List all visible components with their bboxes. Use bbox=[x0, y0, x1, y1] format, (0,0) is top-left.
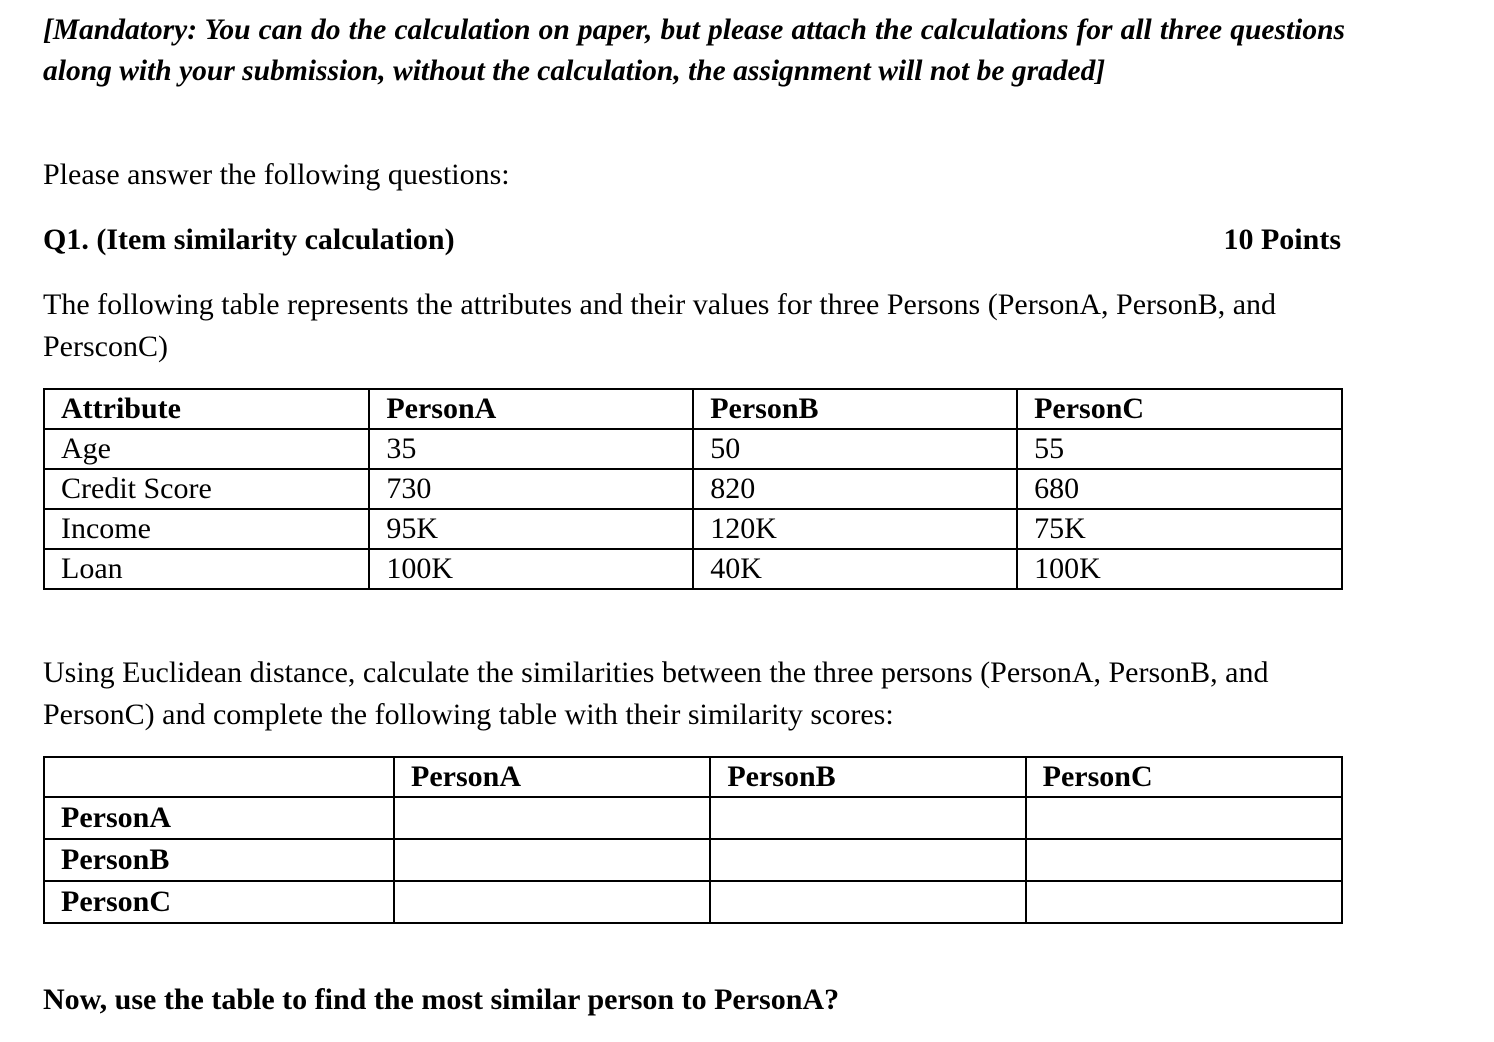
table-cell: Income bbox=[44, 509, 369, 549]
row-header: PersonB bbox=[44, 839, 394, 881]
column-header: Attribute bbox=[44, 389, 369, 429]
similarity-instructions: Using Euclidean distance, calculate the similarities between the three persons (PersonA, PersonB, and PersonC) and complete the following table with their similarity scores: bbox=[43, 656, 1269, 731]
table-cell: 35 bbox=[369, 429, 693, 469]
table-row bbox=[44, 469, 1342, 509]
table-cell: 55 bbox=[1017, 429, 1342, 469]
table-row bbox=[44, 881, 1342, 923]
row-header: PersonC bbox=[44, 881, 394, 923]
similarity-cell bbox=[710, 797, 1025, 839]
column-header: PersonC bbox=[1026, 757, 1342, 797]
table-cell: Loan bbox=[44, 549, 369, 589]
question-1-description: The following table represents the attributes and their values for three Persons (PersonA, PersonB, and PersconC) bbox=[43, 288, 1277, 363]
table-row bbox=[44, 429, 1342, 469]
similarity-cell bbox=[1026, 881, 1342, 923]
question-1-title: Q1. (Item similarity calculation) bbox=[43, 223, 455, 256]
question-1-points: 10 Points bbox=[1223, 223, 1341, 256]
table-cell: Credit Score bbox=[44, 469, 369, 509]
table-cell: 75K bbox=[1017, 509, 1342, 549]
attribute-table bbox=[43, 388, 1343, 590]
column-header bbox=[44, 757, 394, 797]
column-header: PersonC bbox=[1017, 389, 1342, 429]
table-row bbox=[44, 549, 1342, 589]
table-cell: 50 bbox=[693, 429, 1017, 469]
similarity-cell bbox=[1026, 797, 1342, 839]
table-row bbox=[44, 509, 1342, 549]
similarity-cell bbox=[394, 839, 710, 881]
table-cell: 100K bbox=[369, 549, 693, 589]
similarity-cell bbox=[1026, 839, 1342, 881]
table-row bbox=[44, 839, 1342, 881]
similarity-cell bbox=[710, 839, 1025, 881]
final-question: Now, use the table to find the most similar person to PersonA? bbox=[43, 983, 840, 1016]
column-header: PersonB bbox=[710, 757, 1025, 797]
table-header-row bbox=[44, 757, 1342, 797]
table-cell: 40K bbox=[693, 549, 1017, 589]
column-header: PersonA bbox=[394, 757, 710, 797]
column-header: PersonA bbox=[369, 389, 693, 429]
similarity-cell bbox=[394, 797, 710, 839]
mandatory-note: [Mandatory: You can do the calculation on paper, but please attach the calculations for all three questions along with your submission, without the calculation, the assignment will not be graded] bbox=[43, 14, 1345, 87]
table-header-row bbox=[44, 389, 1342, 429]
table-cell: 95K bbox=[369, 509, 693, 549]
similarity-cell bbox=[394, 881, 710, 923]
table-cell: 120K bbox=[693, 509, 1017, 549]
table-cell: 680 bbox=[1017, 469, 1342, 509]
similarity-cell bbox=[710, 881, 1025, 923]
similarity-table bbox=[43, 756, 1343, 924]
table-cell: 100K bbox=[1017, 549, 1342, 589]
table-cell: Age bbox=[44, 429, 369, 469]
question-1-header bbox=[43, 220, 1341, 260]
row-header: PersonA bbox=[44, 797, 394, 839]
table-cell: 820 bbox=[693, 469, 1017, 509]
table-row bbox=[44, 797, 1342, 839]
intro-text: Please answer the following questions: bbox=[43, 158, 510, 191]
column-header: PersonB bbox=[693, 389, 1017, 429]
table-cell: 730 bbox=[369, 469, 693, 509]
